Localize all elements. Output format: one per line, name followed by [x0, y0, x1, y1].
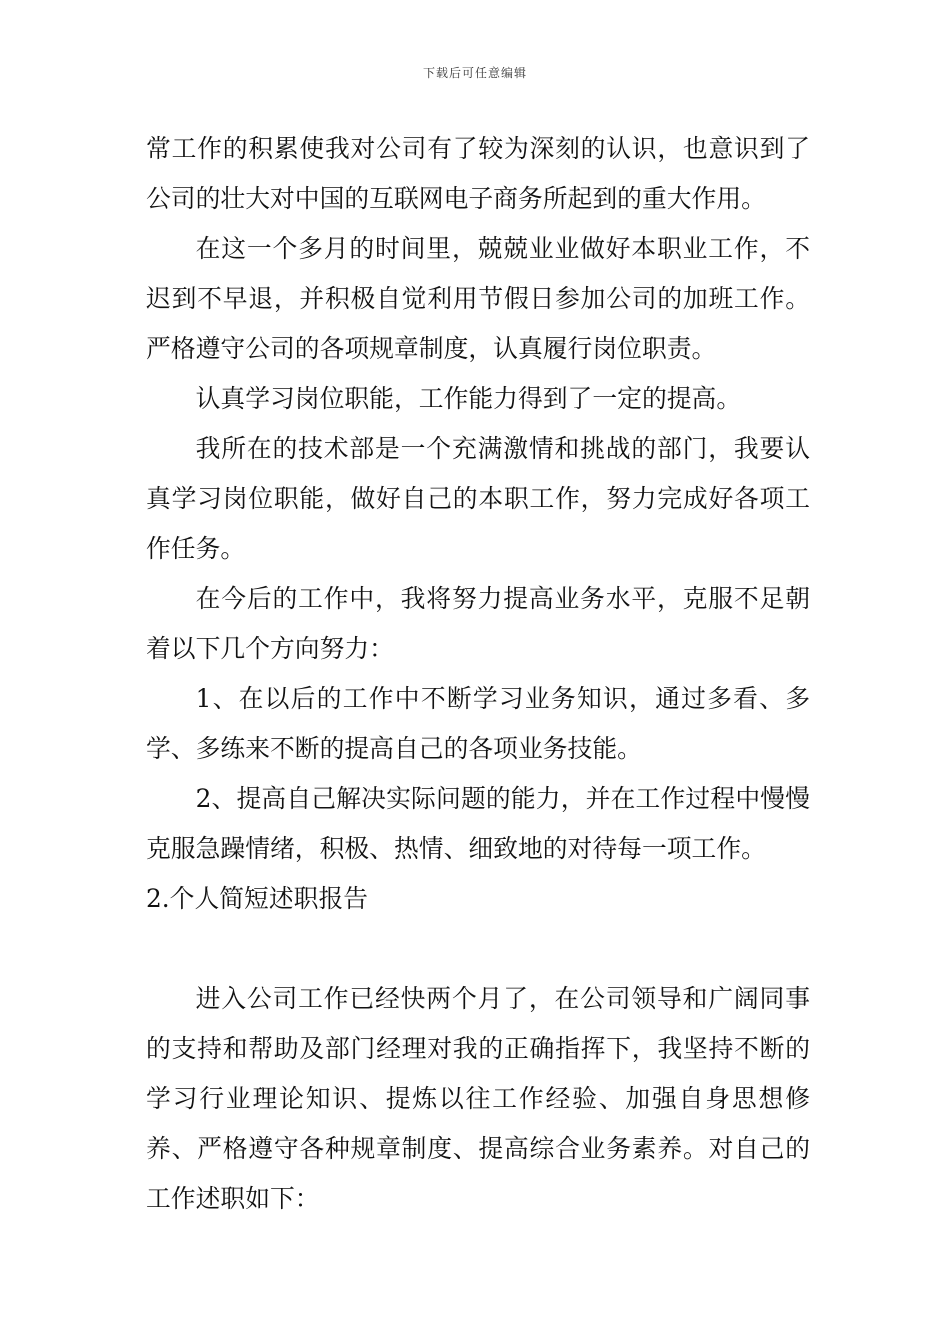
paragraph: 认真学习岗位职能，工作能力得到了一定的提高。 [195, 384, 742, 413]
list-item: 1、在以后的工作中不断学习业务知识，通过多看、多学、多练来不断的提高自己的各项业务技能。 [146, 684, 810, 763]
section-title: 2.个人简短述职报告 [146, 884, 369, 913]
blank-line [146, 924, 810, 974]
document-body [146, 124, 810, 1224]
page-header-note: 下载后可任意编辑 [422, 66, 527, 80]
paragraph: 我所在的技术部是一个充满激情和挑战的部门，我要认真学习岗位职能，做好自己的本职工作，努力完成好各项工作任务。 [146, 434, 810, 563]
paragraph: 在今后的工作中，我将努力提高业务水平，克服不足朝着以下几个方向努力： [146, 584, 810, 663]
paragraph-continuation: 常工作的积累使我对公司有了较为深刻的认识，也意识到了公司的壮大对中国的互联网电子商务所起到的重大作用。 [146, 134, 810, 213]
paragraph: 进入公司工作已经快两个月了，在公司领导和广阔同事的支持和帮助及部门经理对我的正确指挥下，我坚持不断的学习行业理论知识、提炼以往工作经验、加强自身思想修养、严格遵守各种规章制度、提高综合业务素养。对自己的工作述职如下： [146, 984, 810, 1213]
paragraph: 在这一个多月的时间里，兢兢业业做好本职业工作，不迟到不早退，并积极自觉利用节假日参加公司的加班工作。严格遵守公司的各项规章制度，认真履行岗位职责。 [146, 234, 810, 363]
list-item: 2、提高自己解决实际问题的能力，并在工作过程中慢慢克服急躁情绪，积极、热情、细致地的对待每一项工作。 [146, 784, 810, 863]
